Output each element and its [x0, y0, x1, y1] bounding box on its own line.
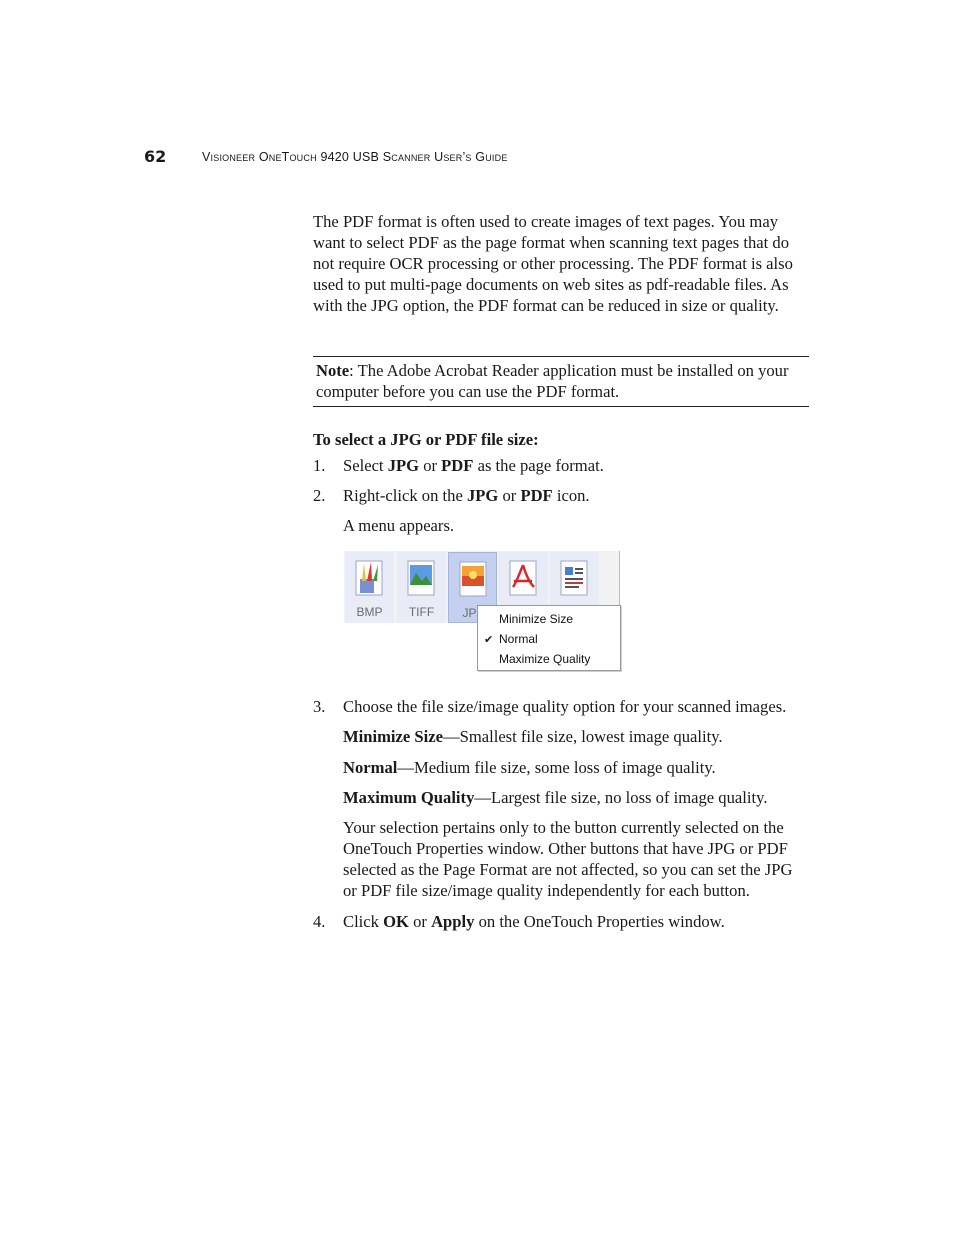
step-number: 3.: [313, 697, 326, 716]
bmp-button[interactable]: [345, 552, 394, 623]
sunset-image-icon: [456, 558, 492, 602]
menu-item-minimize-size[interactable]: Minimize Size: [499, 612, 574, 626]
button-label: BMP: [356, 605, 383, 619]
procedure-title: To select a JPG or PDF file size:: [313, 430, 539, 449]
running-header: Visioneer OneTouch 9420 USB Scanner User’s Guide: [202, 150, 508, 164]
tiff-button[interactable]: [397, 552, 446, 623]
page-number: 62: [144, 147, 167, 166]
step-number: 1.: [313, 456, 326, 475]
step-text: Right-click on the JPG or PDF icon.: [343, 486, 590, 505]
step-text: Select JPG or PDF as the page format.: [343, 456, 604, 475]
option-maximum-quality: Maximum Quality—Largest file size, no loss of image quality.: [343, 788, 768, 807]
step-number: 4.: [313, 912, 326, 931]
menu-item-normal[interactable]: Normal: [499, 632, 538, 646]
menu-item-maximize-quality[interactable]: Maximize Quality: [499, 652, 591, 666]
paint-brushes-icon: [352, 557, 388, 601]
step-text: Click OK or Apply on the OneTouch Properties window.: [343, 912, 725, 931]
intro-paragraph: The PDF format is often used to create images of text pages. You may want to select PDF as the page format when scanning text pages that do not require OCR processing or other processing. The PDF format is also used to put multi-page documents on web sites as pdf-readable files. As with the JPG option, the PDF format can be reduced in size or quality.: [313, 212, 793, 315]
note-box: [313, 356, 809, 407]
text-image-document-icon: [557, 557, 593, 601]
note-label: Note: [316, 361, 350, 380]
button-label: TIFF: [408, 605, 435, 619]
step-number: 2.: [313, 486, 326, 505]
selection-note-paragraph: Your selection pertains only to the button currently selected on the OneTouch Properties window. Other buttons that have JPG or PDF selected as the Page Format are not affected, so you can set the JPG or PDF file size/image quality independently for each button.: [343, 818, 793, 900]
option-normal: Normal—Medium file size, some loss of image quality.: [343, 758, 716, 777]
step-text: Choose the file size/image quality option for your scanned images.: [343, 697, 787, 716]
landscape-image-icon: [404, 557, 440, 601]
acrobat-document-icon: [506, 557, 542, 601]
context-menu: [477, 605, 621, 671]
toolbar-screenshot: [344, 551, 624, 673]
note-text: : The Adobe Acrobat Reader application must be installed on your computer before you can use the PDF format.: [316, 361, 789, 401]
button-label: JP: [462, 606, 477, 620]
menu-appears-text: A menu appears.: [343, 516, 455, 535]
option-minimize-size: Minimize Size—Smallest file size, lowest image quality.: [343, 727, 723, 746]
checkmark-icon: ✔: [484, 633, 494, 646]
